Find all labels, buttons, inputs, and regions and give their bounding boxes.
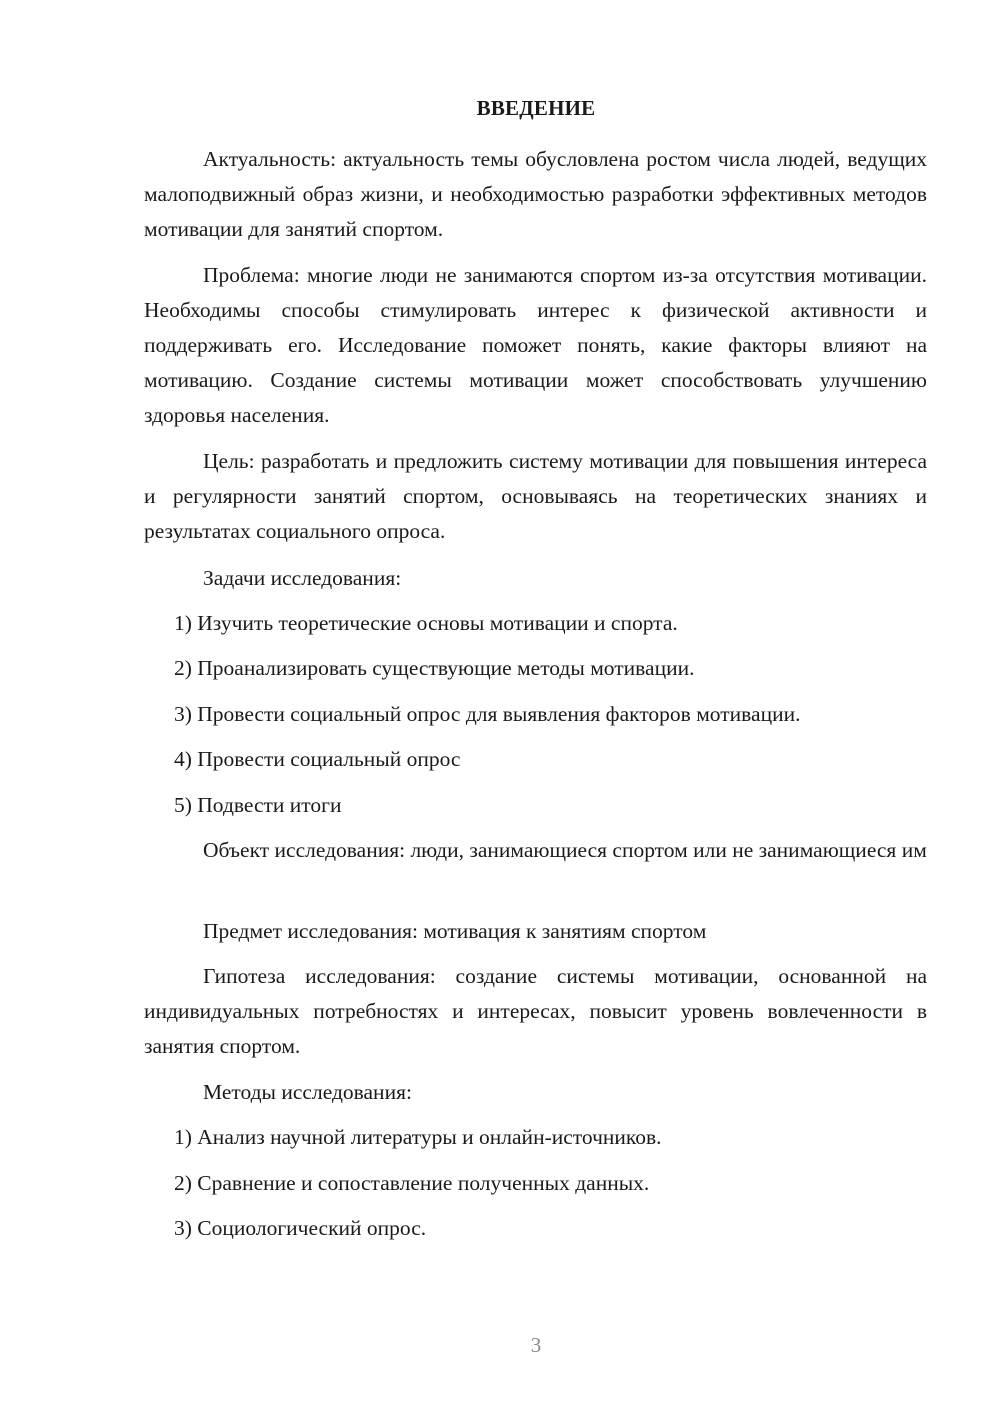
problem-paragraph: Проблема: многие люди не занимаются спортом из-за отсутствия мотивации. Необходимы способы стимулировать интерес к физической активности и поддерживать его. Исследование поможет понять, какие факторы влияют на мотивацию. Создание системы мотивации может способствовать улучшению здоровья населения. — [144, 263, 927, 427]
method-item: 3) Социологический опрос. — [174, 1216, 427, 1240]
task-item: 5) Подвести итоги — [174, 793, 342, 817]
page-title: ВВЕДЕНИЕ — [476, 96, 596, 120]
methods-heading: Методы исследования: — [203, 1080, 412, 1104]
relevance-paragraph: Актуальность: актуальность темы обусловлена ростом числа людей, ведущих малоподвижный образ жизни, и необходимостью разработки эффективных методов мотивации для занятий спортом. — [144, 147, 927, 241]
tasks-heading: Задачи исследования: — [203, 566, 402, 590]
goal-paragraph: Цель: разработать и предложить систему мотивации для повышения интереса и регулярности занятий спортом, основываясь на теоретических знаниях и результатах социального опроса. — [144, 449, 927, 543]
page-number: 3 — [530, 1333, 542, 1357]
task-item: 4) Провести социальный опрос — [174, 747, 461, 771]
hypothesis-paragraph: Гипотеза исследования: создание системы мотивации, основанной на индивидуальных потребностях и интересах, повысит уровень вовлеченности в занятия спортом. — [144, 964, 927, 1058]
task-item: 2) Проанализировать существующие методы мотивации. — [174, 656, 695, 680]
subject-paragraph: Предмет исследования: мотивация к занятиям спортом — [203, 919, 707, 943]
method-item: 2) Сравнение и сопоставление полученных данных. — [174, 1171, 650, 1195]
task-item: 1) Изучить теоретические основы мотивации и спорта. — [174, 611, 678, 635]
task-item: 3) Провести социальный опрос для выявления факторов мотивации. — [174, 702, 801, 726]
object-paragraph: Объект исследования: люди, занимающиеся спортом или не занимающиеся им — [203, 838, 927, 862]
method-item: 1) Анализ научной литературы и онлайн-источников. — [174, 1125, 662, 1149]
